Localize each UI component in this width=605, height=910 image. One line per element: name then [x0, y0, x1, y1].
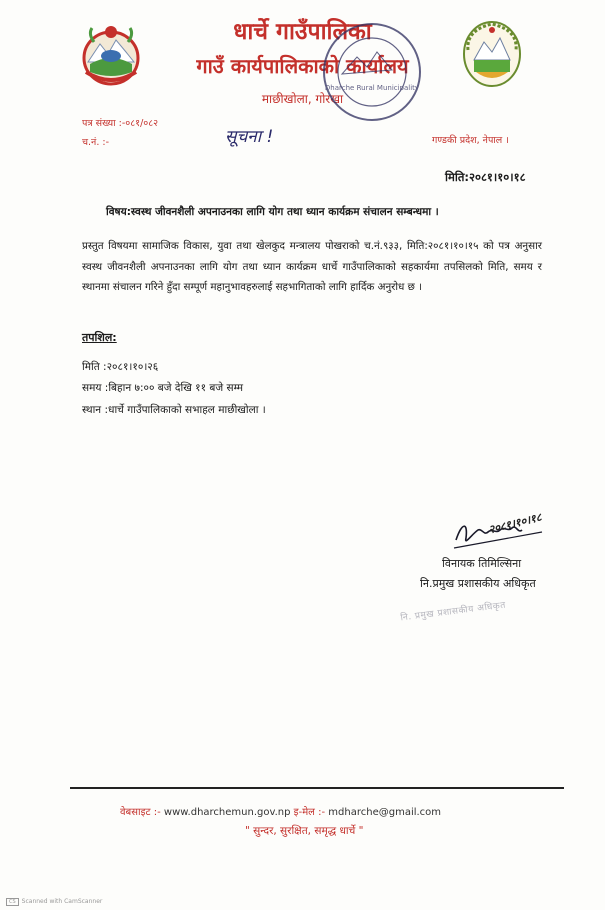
- website-link[interactable]: www.dharchemun.gov.np: [163, 807, 291, 818]
- nepal-emblem-icon: [80, 22, 142, 88]
- subject-line: विषय:स्वस्थ जीवनशैली अपनाउनका लागि योग तथा ध्यान कार्यक्रम संचालन सम्बन्धमा ।: [106, 206, 439, 218]
- municipality-name: धार्चे गाउँपालिका: [233, 19, 372, 45]
- letter-date: मिति:२०८१।१०।१८: [445, 170, 526, 184]
- office-address: माछीखोला, गोरखा: [261, 92, 344, 106]
- email-link[interactable]: mdharche@gmail.com: [328, 807, 442, 818]
- email-label: इ-मेल :-: [293, 807, 326, 818]
- stamp-text: Dharche Rural Municipality: [324, 84, 420, 92]
- footer-divider: [70, 787, 564, 789]
- dispatch-number: च.नं. :-: [82, 137, 109, 148]
- body-paragraph: प्रस्तुत विषयमा सामाजिक विकास, युवा तथा खेलकुद मन्त्रालय पोखराको च.नं.९३३, मिति:२०८१।१०।१५ को पत्र अनुसार स्वस्थ जीवनशैली अपनाउनका लागि योग तथा ध्यान कार्यक्रम धार्चे गाउँपालिकाको सहकार्यमा तपसिलको मिति, समय र स्थानमा संचालन गरिने हुँदा सम्पूर्ण महानुभावहरुलाई सहभागिताको लागि हार्दिक अनुरोध छ ।: [82, 240, 542, 293]
- scanner-watermark: [6, 898, 102, 906]
- office-name: गाउँ कार्यपालिकाको कार्यालय: [196, 54, 409, 78]
- website-label: वेबसाइट :-: [120, 807, 161, 818]
- annex-title: तपशिल:: [82, 331, 117, 344]
- signer-title: नि.प्रमुख प्रशासकीय अधिकृत: [420, 577, 536, 590]
- signature-date: २०८१।१०।१८: [487, 510, 543, 537]
- annex-place: स्थान :धार्चे गाउँपालिकाको सभाहल माछीखोला ।: [82, 404, 266, 416]
- camscanner-icon: CS: [6, 898, 19, 906]
- footer-contact: [120, 804, 520, 818]
- municipality-logo-icon: [462, 20, 522, 90]
- annex-time: समय :बिहान ७:०० बजे देखि ११ बजे सम्म: [82, 382, 244, 394]
- province-label: गण्डकी प्रदेश, नेपाल ।: [432, 135, 509, 146]
- office-stamp: [312, 12, 432, 132]
- municipality-motto: " सुन्दर, सुरक्षित, समृद्ध धार्चे ": [245, 825, 364, 837]
- faded-designation-stamp: नि. प्रमुख प्रशासकीय अधिकृत: [399, 600, 507, 624]
- signer-name: विनायक तिमिल्सिना: [442, 557, 522, 570]
- scanner-text: Scanned with CamScanner: [21, 898, 103, 905]
- annex-date: मिति :२०८१।१०।२६: [82, 361, 159, 373]
- notice-heading: सूचना !: [225, 127, 274, 147]
- reference-number: पत्र संख्या :-०८१/०८२: [82, 118, 159, 129]
